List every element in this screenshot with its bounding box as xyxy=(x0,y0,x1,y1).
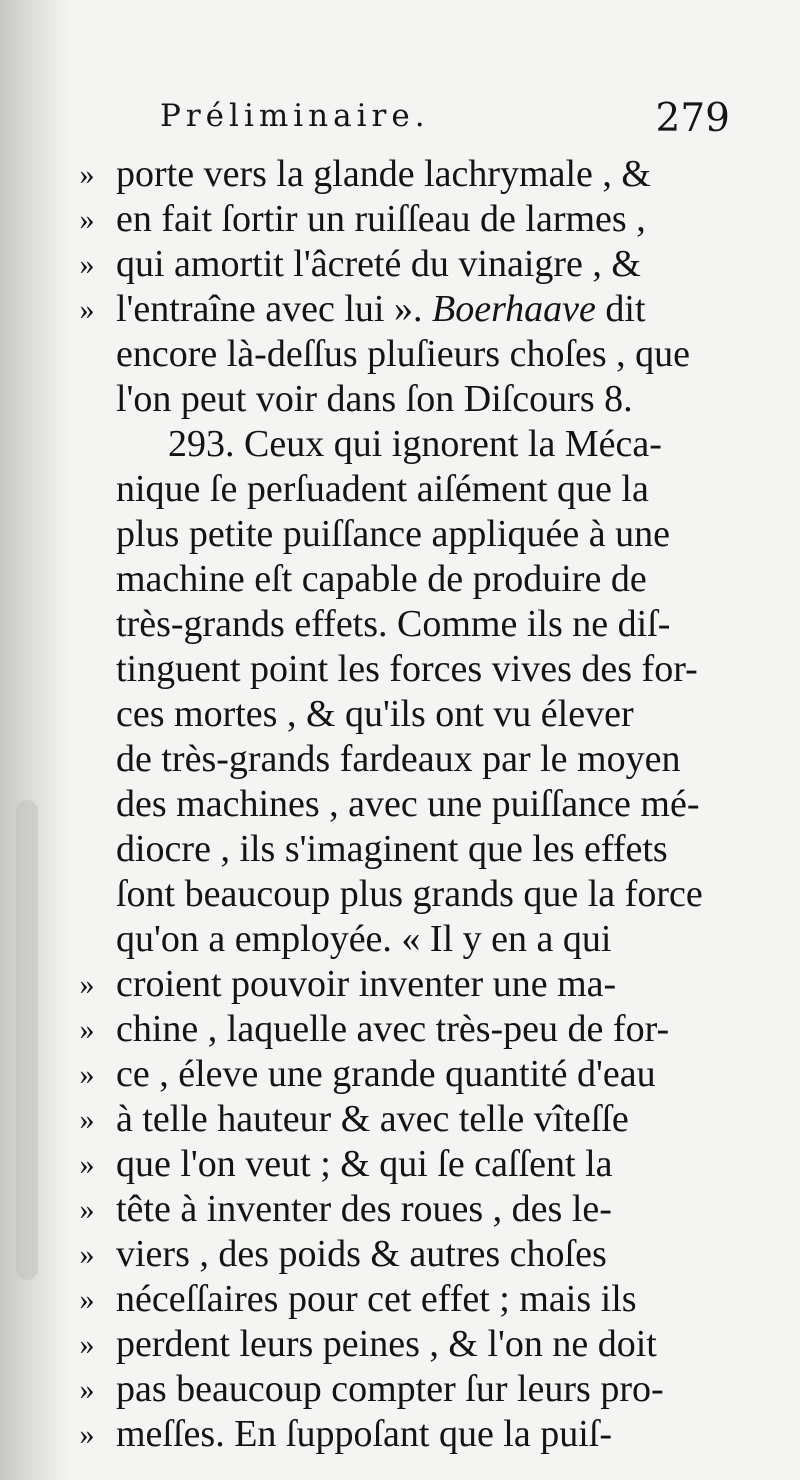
text-line xyxy=(58,1142,738,1187)
quote-marker: » xyxy=(79,1373,95,1406)
quote-marker: » xyxy=(79,1058,95,1091)
line-text xyxy=(116,287,738,332)
line-text-after: dit xyxy=(595,288,646,330)
line-text-main: des machines , avec une puiſſance mé- xyxy=(116,783,700,825)
line-text-main: meſſes. En ſuppoſant que la puiſ- xyxy=(116,1413,613,1455)
text-line xyxy=(58,1322,738,1367)
text-line xyxy=(58,872,738,917)
line-text-main: à telle hauteur & avec telle vîteſſe xyxy=(116,1098,629,1140)
line-text-main: de très-grands fardeaux par le moyen xyxy=(116,738,681,780)
text-line xyxy=(58,422,738,467)
text-line xyxy=(58,737,738,782)
line-text-main: tinguent point les forces vives des for- xyxy=(116,648,698,690)
quote-marker: » xyxy=(79,1193,95,1226)
text-line xyxy=(58,1052,738,1097)
text-line xyxy=(58,827,738,872)
line-text-main: ſont beaucoup plus grands que la force xyxy=(116,873,703,915)
line-text xyxy=(116,782,738,827)
line-text-main: en fait ſortir un ruiſſeau de larmes , xyxy=(116,198,646,240)
line-text-main: très-grands effets. Comme ils ne diſ- xyxy=(116,603,671,645)
margin-smudge xyxy=(16,800,38,1280)
line-text-main: plus petite puiſſance appliquée à une xyxy=(116,513,670,555)
italic-name: Boerhaave xyxy=(432,288,596,330)
text-line xyxy=(58,152,738,197)
text-line xyxy=(58,1187,738,1232)
text-line xyxy=(58,1277,738,1322)
quote-marker: » xyxy=(79,1103,95,1136)
quote-marker xyxy=(58,512,116,557)
quote-marker xyxy=(58,467,116,512)
page-number: 279 xyxy=(655,96,730,141)
line-text xyxy=(116,557,738,602)
text-line xyxy=(58,557,738,602)
line-text xyxy=(116,1007,738,1052)
quote-marker xyxy=(58,602,116,647)
text-line xyxy=(58,1007,738,1052)
line-text-main: ces mortes , & qu'ils ont vu élever xyxy=(116,693,634,735)
quote-marker: » xyxy=(79,1148,95,1181)
line-text xyxy=(116,242,738,287)
line-text xyxy=(116,602,738,647)
page-header xyxy=(132,96,730,152)
line-text xyxy=(116,917,738,962)
line-text-main: l'on peut voir dans ſon Diſcours 8. xyxy=(116,378,633,420)
line-text xyxy=(116,647,738,692)
line-text xyxy=(116,827,738,872)
line-text-main: ce , éleve une grande quantité d'eau xyxy=(116,1053,656,1095)
line-text-main: chine , laquelle avec très-peu de for- xyxy=(116,1008,670,1050)
quote-marker xyxy=(58,422,116,467)
text-line xyxy=(58,962,738,1007)
line-text xyxy=(116,1187,738,1232)
line-text-main: qui amortit l'âcreté du vinaigre , & xyxy=(116,243,641,285)
text-line xyxy=(58,1412,738,1457)
line-text-main: tête à inventer des roues , des le- xyxy=(116,1188,612,1230)
line-text xyxy=(116,872,738,917)
quote-marker xyxy=(58,647,116,692)
quote-marker: » xyxy=(79,1013,95,1046)
text-line xyxy=(58,917,738,962)
quote-marker xyxy=(58,692,116,737)
quote-marker xyxy=(58,737,116,782)
line-text xyxy=(116,332,738,377)
quote-marker: » xyxy=(79,1328,95,1361)
line-text-main: perdent leurs peines , & l'on ne doit xyxy=(116,1323,657,1365)
line-text-main: viers , des poids & autres choſes xyxy=(116,1233,607,1275)
text-line xyxy=(58,287,738,332)
quote-marker: » xyxy=(79,1418,95,1451)
line-text xyxy=(116,377,738,422)
line-text-main: l'entraîne avec lui ». xyxy=(116,288,432,330)
quote-marker xyxy=(58,782,116,827)
quote-marker xyxy=(58,377,116,422)
text-line xyxy=(58,332,738,377)
line-text xyxy=(116,1232,738,1277)
text-line xyxy=(58,602,738,647)
line-text-main: encore là-deſſus pluſieurs choſes , que xyxy=(116,333,691,375)
quote-marker xyxy=(58,827,116,872)
line-text xyxy=(116,1367,738,1412)
line-text xyxy=(116,422,738,467)
running-head: Préliminaire. xyxy=(160,98,430,134)
line-text xyxy=(116,512,738,557)
line-text-main: nique ſe perſuadent aiſément que la xyxy=(116,468,649,510)
line-text-main: néceſſaires pour cet effet ; mais ils xyxy=(116,1278,637,1320)
body-text xyxy=(58,152,738,1457)
text-line xyxy=(58,782,738,827)
quote-marker: » xyxy=(79,293,95,326)
quote-marker xyxy=(58,917,116,962)
line-text-main: croient pouvoir inventer une ma- xyxy=(116,963,617,1005)
line-text xyxy=(116,962,738,1007)
line-text-main: qu'on a employée. « Il y en a qui xyxy=(116,918,612,960)
text-line xyxy=(58,242,738,287)
line-text xyxy=(116,1052,738,1097)
line-text-main: porte vers la glande lachrymale , & xyxy=(116,153,651,195)
text-line xyxy=(58,197,738,242)
line-text xyxy=(116,152,738,197)
line-text-main: machine eſt capable de produire de xyxy=(116,558,647,600)
quote-marker: » xyxy=(79,248,95,281)
line-text xyxy=(116,467,738,512)
text-line xyxy=(58,647,738,692)
line-text xyxy=(116,692,738,737)
text-line xyxy=(58,1232,738,1277)
quote-marker: » xyxy=(79,968,95,1001)
line-text xyxy=(116,1412,738,1457)
line-text-main: 293. Ceux qui ignorent la Méca- xyxy=(168,423,662,465)
quote-marker: » xyxy=(79,1283,95,1316)
text-line xyxy=(58,1367,738,1412)
line-text xyxy=(116,1277,738,1322)
line-text-main: pas beaucoup compter ſur leurs pro- xyxy=(116,1368,664,1410)
quote-marker xyxy=(58,872,116,917)
line-text xyxy=(116,197,738,242)
line-text-main: que l'on veut ; & qui ſe caſſent la xyxy=(116,1143,613,1185)
line-text-main: diocre , ils s'imaginent que les effets xyxy=(116,828,668,870)
text-line xyxy=(58,377,738,422)
text-line xyxy=(58,467,738,512)
line-text xyxy=(116,737,738,782)
line-text xyxy=(116,1142,738,1187)
line-text xyxy=(116,1322,738,1367)
text-line xyxy=(58,512,738,557)
text-line xyxy=(58,1097,738,1142)
quote-marker: » xyxy=(79,203,95,236)
text-line xyxy=(58,692,738,737)
quote-marker xyxy=(58,332,116,377)
quote-marker xyxy=(58,557,116,602)
quote-marker: » xyxy=(79,158,95,191)
quote-marker: » xyxy=(79,1238,95,1271)
line-text xyxy=(116,1097,738,1142)
